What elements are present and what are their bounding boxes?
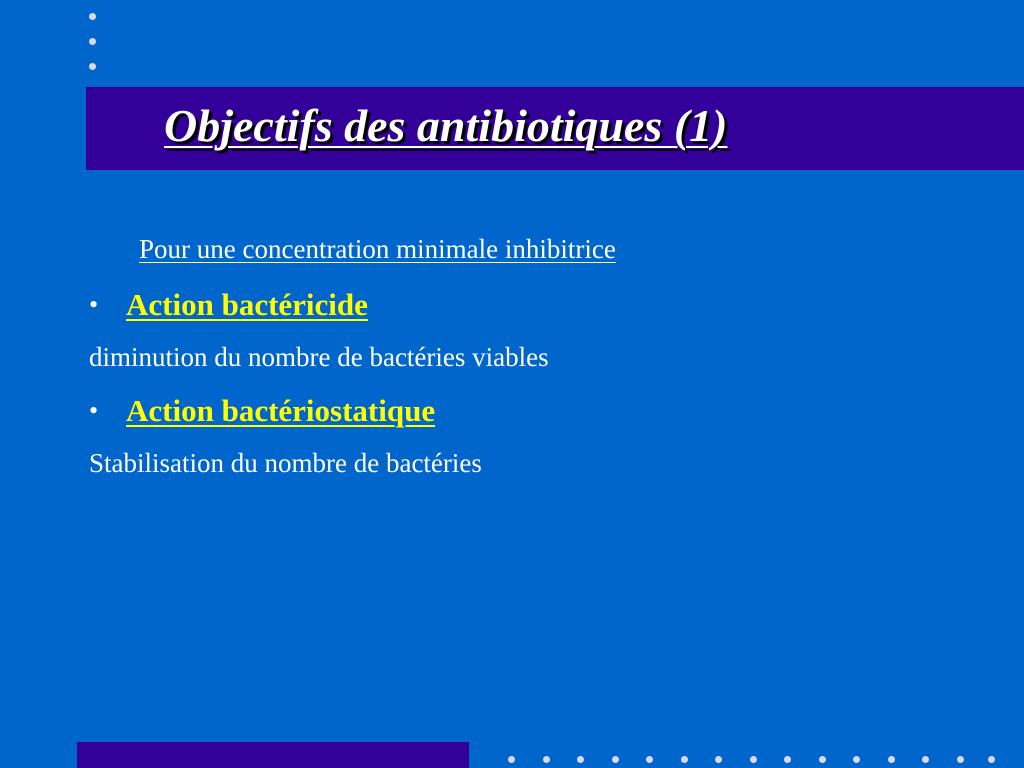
decorative-dot (543, 756, 550, 763)
decorative-dot (715, 756, 722, 763)
decorative-dot (888, 756, 895, 763)
footer-band (77, 742, 469, 768)
decorative-dot (819, 756, 826, 763)
decorative-dot (853, 756, 860, 763)
decorative-dot (681, 756, 688, 763)
bullet-heading: Action bactériostatique (126, 393, 436, 428)
decorative-dot (612, 756, 619, 763)
decorative-dot (508, 756, 515, 763)
bullet-description: Stabilisation du nombre de bactéries (89, 448, 482, 478)
decorative-dot (750, 756, 757, 763)
decorative-dot (957, 756, 964, 763)
decorative-dot (646, 756, 653, 763)
decorative-dot (988, 756, 995, 763)
decorative-dot (922, 756, 929, 763)
bullet-marker: • (89, 396, 99, 425)
decorative-dot (577, 756, 584, 763)
bullet-marker: • (89, 290, 99, 319)
slide-title: Objectifs des antibiotiques (1) (164, 100, 728, 151)
decorative-dot (89, 13, 96, 20)
bullet-item-bactericide (89, 287, 368, 329)
slide-subtitle: Pour une concentration minimale inhibitrice (139, 234, 616, 264)
bullet-heading: Action bactéricide (126, 287, 368, 322)
decorative-dot (89, 63, 96, 70)
bullet-description: diminution du nombre de bactéries viables (89, 342, 549, 372)
decorative-dot (784, 756, 791, 763)
decorative-dot (89, 38, 96, 45)
bullet-item-bacteriostatic (89, 393, 435, 435)
